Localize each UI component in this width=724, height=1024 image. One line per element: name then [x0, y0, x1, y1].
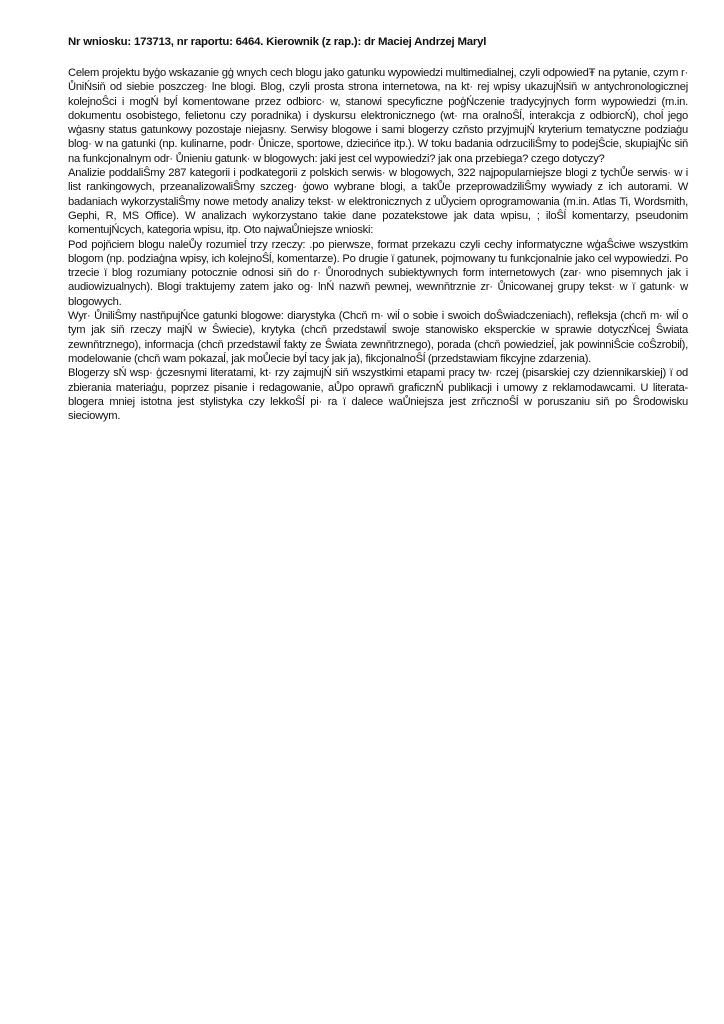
paragraph-blog-concept: Pod pojňciem blogu naleŮy rozumieĺ trzy rzeczy: .po pierwsze, format przekazu czyli cechy informatyczne wģaŜciwe wszystkim blogom (np. podziaģna wpisy, ich kolejnoŜĺ, komentarze). Po drugie ï gatunek, pojmowany tu funkcjonalnie jako cel wypowiedzi. Po trzecie ï blog rozumiany potocznie odnosi siň do r· Ůnorodnych subiektywnych form internetowych (zar· wno pisemnych jak i audiowizualnych). Blogi traktujemy zatem jako og· lnŃ nazwň pewnej, wewnňtrznie zr· Ůnicowanej grupy tekst· w ï gatunk· w blogowych.	[68, 238, 688, 308]
paragraph-genres: Wyr· ŮniliŜmy nastňpujŃce gatunki blogowe: diarystyka (Chcň m· wiĺ o sobie i swoich doŜwiadczeniach), refleksja (chcň m· wiĺ o tym jak siň rzeczy majŃ w Ŝwiecie), krytyka (chcň przedstawiĺ swoje stanowisko eksperckie w sprawie dotyczŃcej Ŝwiata zewnňtrznego), informacja (chcň przedstawiĺ fakty ze Ŝwiata zewnňtrznego), porada (chcň powiedzieĺ, jak powinniŜcie coŜzrobiĺ), modelowanie (chcň wam pokazaĺ, jak moŮecie byĺ tacy jak ja), fikcjonalnoŜĺ (przedstawiam fikcyjne zdarzenia).	[68, 310, 688, 365]
report-heading: Nr wniosku: 173713, nr raportu: 6464. Kierownik (z rap.): dr Maciej Andrzej Maryl	[68, 36, 487, 48]
document-page	[68, 36, 688, 423]
paragraph-analysis: Analizie poddaliŜmy 287 kategorii i podkategorii z polskich serwis· w blogowych, 322 najpopularniejsze blogi z tychŮe serwis· w i list rankingowych, przeanalizowaliŜmy szczeg· ģowo wybrane blogi, a takŮe przeprowadziliŜmy wywiady z ich autorami. W badaniach wykorzystaliŜmy nowe metody analizy tekst· w elektronicznych z uŮyciem oprogramowania (m.in. Atlas Ti, Wordsmith, Gephi, R, MS Office). W analizach wykorzystano takie dane pozatekstowe jak data wpisu, ; iloŜĺ komentarzy, pseudonim komentujŃcych, kategoria wpisu, itp. Oto najwaŮniejsze wnioski:	[68, 167, 688, 237]
paragraph-goal: Celem projektu byģo wskazanie gģ wnych cech blogu jako gatunku wypowiedzi multimedialnej, czyli odpowiedŦ na pytanie, czym r· ŮniŃsiň od siebie poszczeg· lne blogi. Blog, czyli prosta strona internetowa, na kt· rej wpisy ukazujŃsiň w antychronologicznej kolejnoŜci i mogŃ byĺ komentowane przez odbiorc· w, stanowi specyficzne poģŃczenie tradycyjnych form wypowiedzi (m.in. dokumentu osobistego, felietonu czy poradnika) i dyskursu elektronicznego (wt· rna oralnoŜĺ, interakcja z odbiorcŃ), choĺ jego wģasny status gatunkowy pozostaje niejasny. Serwisy blogowe i sami blogerzy czňsto przyjmujŃ kryterium tematyczne podziaģu blog· w na gatunki (np. kulinarne, podr· Ůnicze, sportowe, dziecińce itp.). W toku badania odrzuciliŜmy to podejŜcie, skupiajŃc siň na funkcjonalnym odr· Ůnieniu gatunk· w blogowych: jaki jest cel wypowiedzi? jak ona przebiega? czego dotyczy?	[68, 67, 688, 165]
paragraph-bloggers: Blogerzy sŃ wsp· ģczesnymi literatami, kt· rzy zajmujŃ siň wszystkimi etapami pracy tw· rczej (pisarskiej czy dziennikarskiej) ï od zbierania materiaģu, poprzez pisanie i redagowanie, aŮpo oprawň graficznŃ publikacji i umowy z reklamodawcami. U literata-blogera mniej istotna jest stylistyka czy lekkoŜĺ pi· ra ï dalece waŮniejsza jest zrňcznoŜĺ w poruszaniu siň po Ŝrodowisku sieciowym.	[68, 367, 688, 423]
